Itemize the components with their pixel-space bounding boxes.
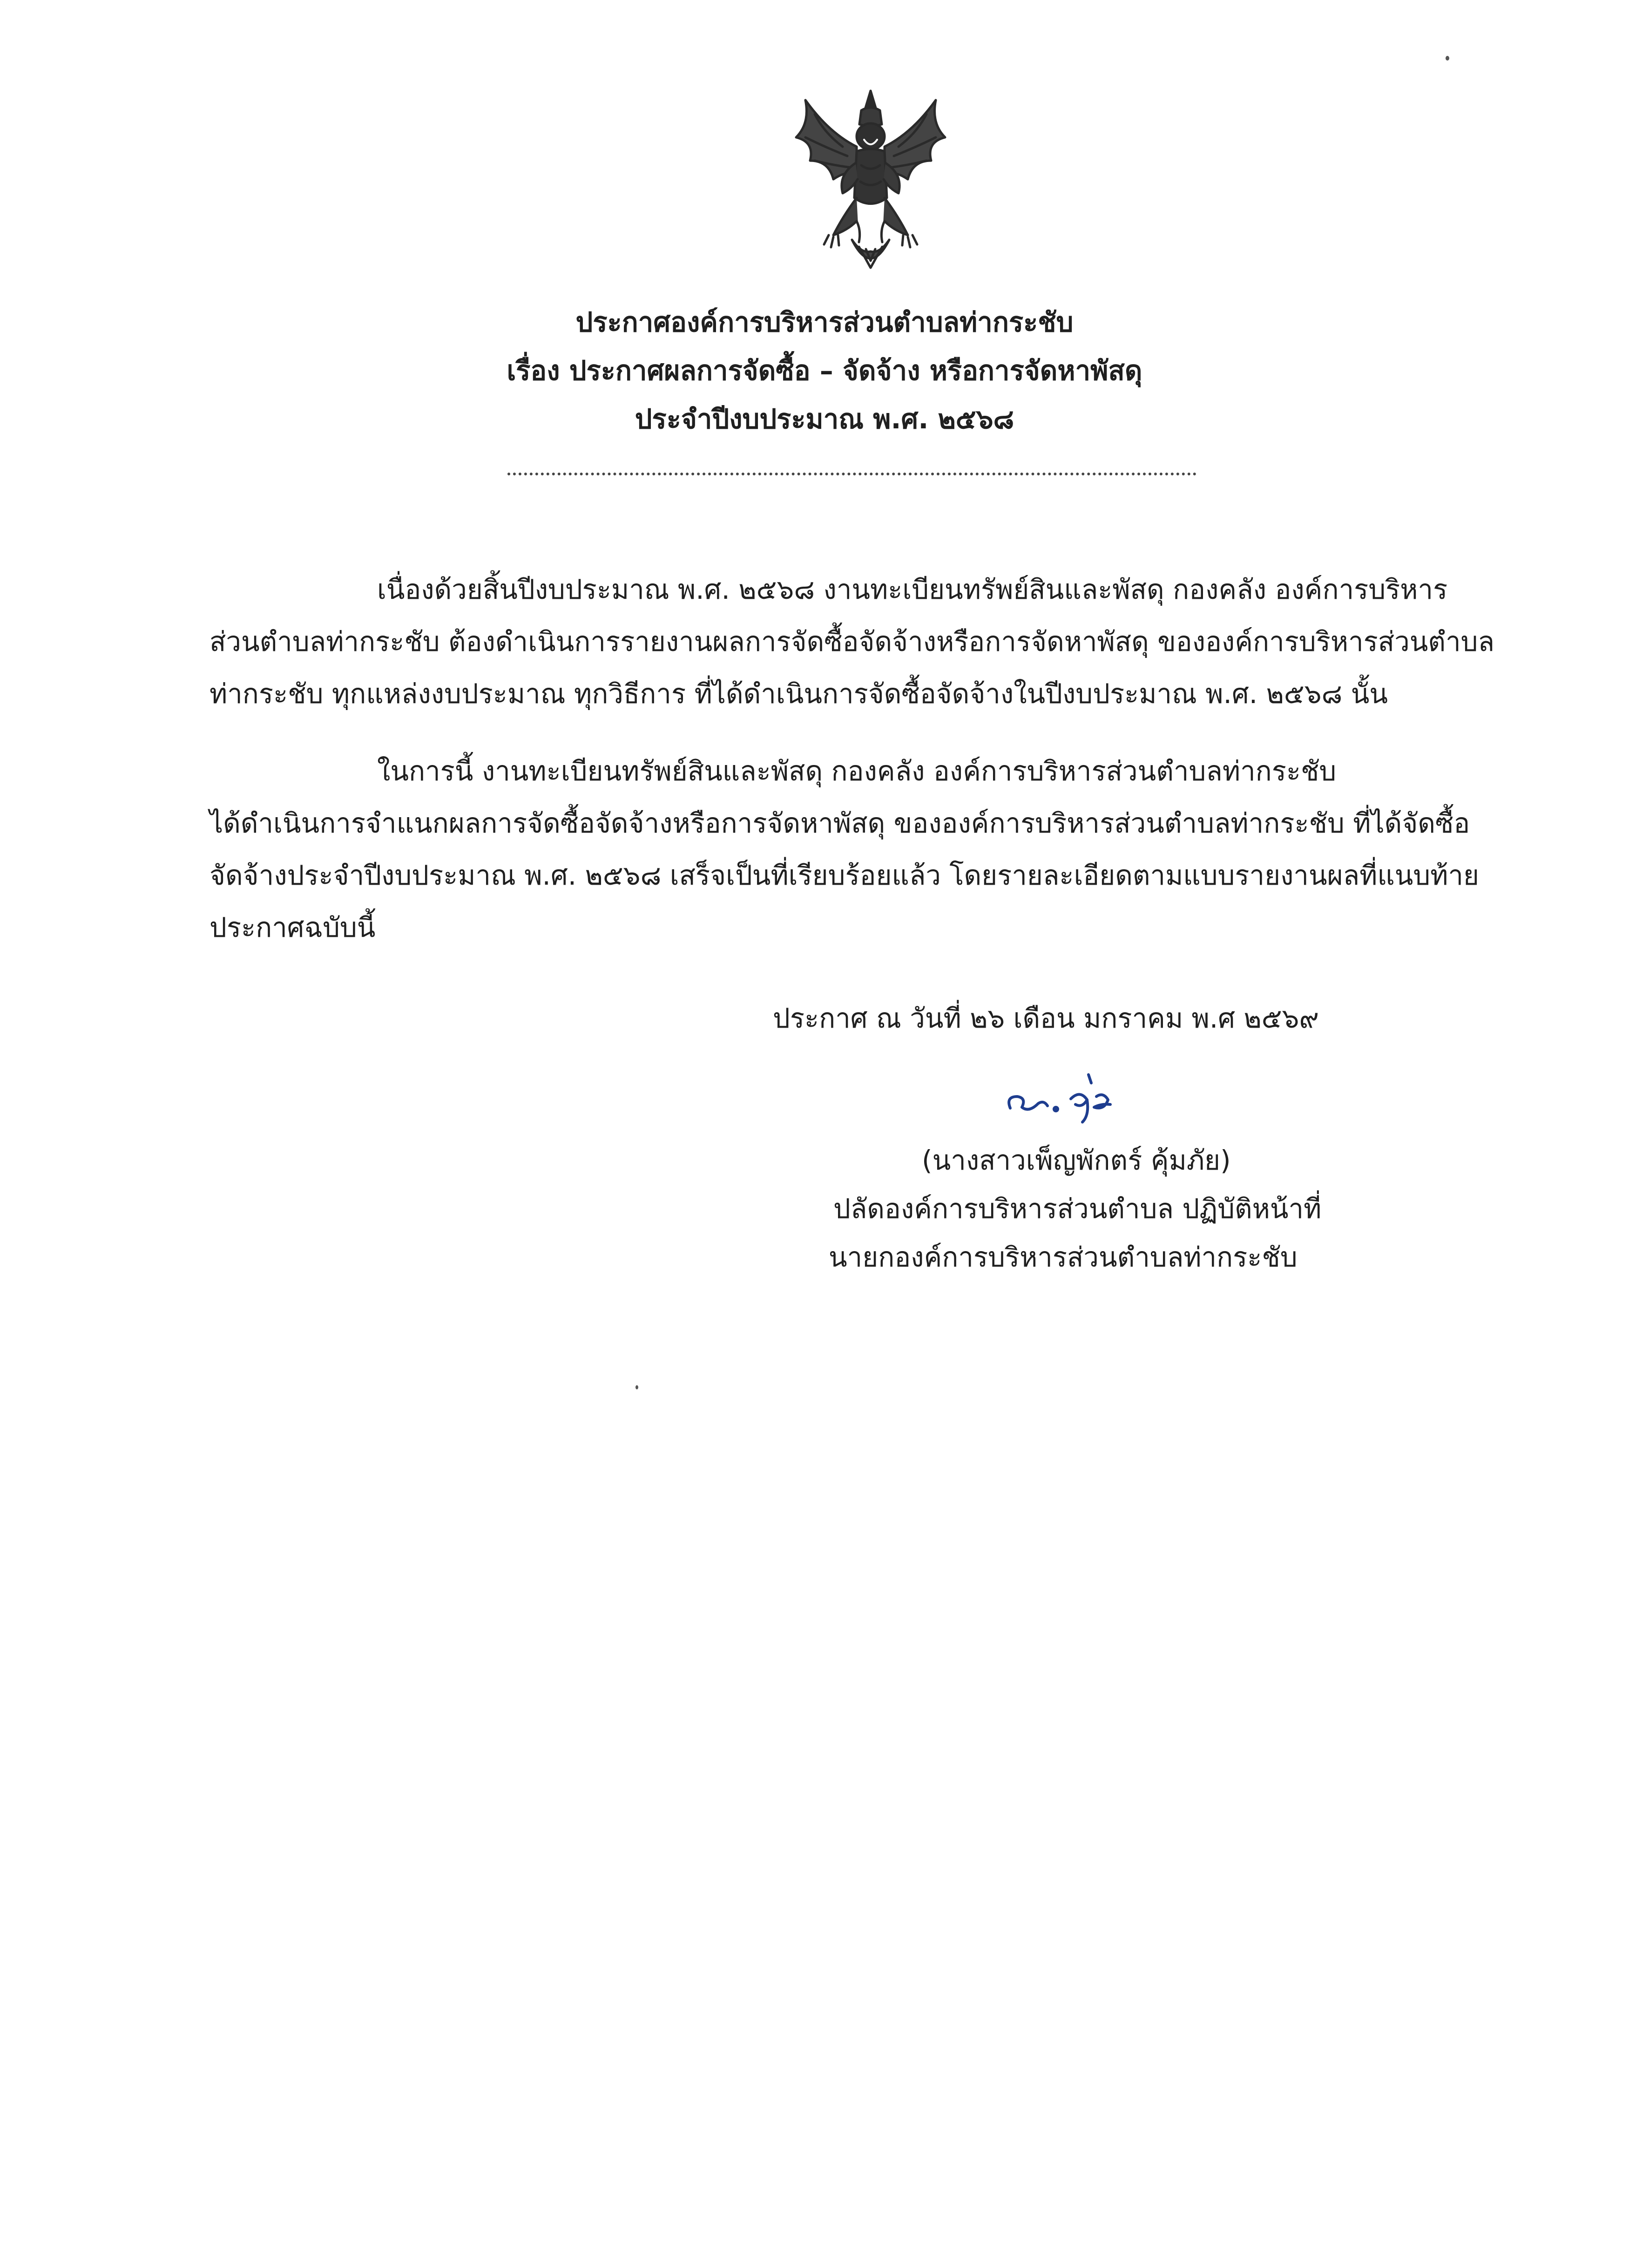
paragraph-line: ส่วนตำบลท่ากระชับ ต้องดำเนินการรายงานผลการจัดซื้อจัดจ้างหรือการจัดหาพัสดุ ขององค์การบริหารส่วนตำบล — [210, 626, 1495, 657]
signatory-position: ปลัดองค์การบริหารส่วนตำบล ปฏิบัติหน้าที่ — [833, 1193, 1322, 1225]
dotted-divider — [507, 473, 1196, 475]
paragraph-line: จัดจ้างประจำปีงบประมาณ พ.ศ. ๒๕๖๘ เสร็จเป็นที่เรียบร้อยแล้ว โดยรายละเอียดตามแบบรายงานผลที่แนบท้าย — [210, 860, 1479, 891]
title-line-2: เรื่อง ประกาศผลการจัดซื้อ – จัดจ้าง หรือการจัดหาพัสดุ — [507, 355, 1142, 386]
body-paragraph-1 — [210, 563, 1513, 720]
signatory-name: (นางสาวเพ็ญพักตร์ คุ้มภัย) — [922, 1144, 1231, 1176]
paragraph-line: ในการนี้ งานทะเบียนทรัพย์สินและพัสดุ กองคลัง องค์การบริหารส่วนตำบลท่ากระชับ — [377, 755, 1337, 787]
scan-speck — [1446, 56, 1449, 61]
scan-speck — [635, 1385, 638, 1389]
signatory-acting-position: นายกองค์การบริหารส่วนตำบลท่ากระชับ — [829, 1241, 1298, 1273]
signatory-block — [768, 1136, 1443, 1281]
title-line-1: ประกาศองค์การบริหารส่วนตำบลท่ากระชับ — [575, 306, 1074, 338]
garuda-emblem-icon — [777, 81, 964, 282]
paragraph-line: เนื่องด้วยสิ้นปีงบประมาณ พ.ศ. ๒๕๖๘ งานทะเบียนทรัพย์สินและพัสดุ กองคลัง องค์การบริหาร — [377, 574, 1448, 605]
paragraph-line: ได้ดำเนินการจำแนกผลการจัดซื้อจัดจ้างหรือการจัดหาพัสดุ ขององค์การบริหารส่วนตำบลท่ากระชับ ที่ได้จัดซื้อ — [210, 807, 1470, 839]
title-line-3: ประจำปีงบประมาณ พ.ศ. ๒๕๖๘ — [635, 403, 1014, 435]
announcement-title — [0, 298, 1649, 443]
announcement-date: ประกาศ ณ วันที่ ๒๖ เดือน มกราคม พ.ศ ๒๕๖๙ — [773, 1002, 1319, 1034]
paragraph-line: ท่ากระชับ ทุกแหล่งงบประมาณ ทุกวิธีการ ที่ได้ดำเนินการจัดซื้อจัดจ้างในปีงบประมาณ พ.ศ. ๒๕๖๘ นั้น — [210, 678, 1388, 710]
paragraph-line: ประกาศฉบับนี้ — [210, 912, 376, 943]
body-paragraph-2 — [210, 745, 1513, 954]
handwritten-signature — [1001, 1071, 1159, 1127]
